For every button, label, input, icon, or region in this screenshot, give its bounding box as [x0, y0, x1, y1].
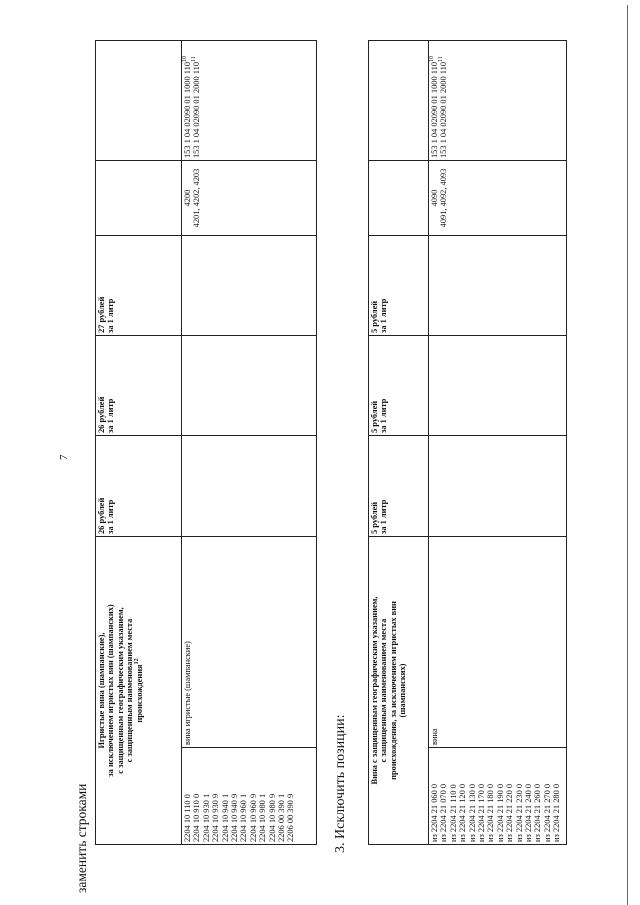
table2-empty-1: [429, 436, 567, 537]
table1-codes-cell: [182, 748, 317, 845]
kbk-code: 153 1 04 02090 01 1000 110: [183, 61, 192, 158]
tnved-code: из 2204 21 170 0: [477, 783, 487, 842]
tnved-code: из 2204 21 180 0: [486, 783, 496, 842]
table1-header-line: происхождения: [134, 664, 144, 723]
table2-empty-3: [429, 236, 567, 336]
tnved-code: 2204 10 980 9: [267, 793, 277, 842]
rate-amount: 5 рублей: [370, 300, 379, 333]
table2-type-code-header: [369, 161, 429, 236]
table1-rate-3: [96, 236, 182, 336]
type-code: 4091, 4092, 4093: [439, 168, 449, 228]
tnved-code: из 2204 21 190 0: [495, 783, 505, 842]
table2-header-line: происхождения, за исключением игристых вин: [388, 601, 398, 780]
table2-rate-3: [369, 236, 429, 336]
tnved-code: из 2204 21 230 0: [514, 783, 524, 842]
tnved-code: из 2204 21 220 0: [505, 783, 515, 842]
table1-data-row: [182, 41, 317, 845]
table1-rate-1: [96, 436, 182, 537]
tnved-code: 2206 00 390 1: [277, 793, 287, 842]
rate-amount: 5 рублей: [370, 400, 379, 433]
rate-amount: 26 рублей: [97, 396, 106, 433]
replace-heading: заменить строками: [74, 783, 89, 893]
rate-amount: 5 рублей: [370, 501, 379, 534]
tnved-code: из 2204 21 240 0: [524, 783, 534, 842]
tnved-code: 2204 10 930 1: [201, 793, 211, 842]
tnved-code: из 2204 21 260 0: [533, 783, 543, 842]
tnved-code: 2204 10 980 1: [258, 793, 268, 842]
table1-rate-2: [96, 336, 182, 436]
kbk-code: 153 1 04 02090 01 2000 110: [439, 61, 449, 158]
tnved-code: из 2204 21 120 0: [458, 783, 468, 842]
table2-header-row: [369, 41, 429, 845]
table1-header-line: с защищенным наименованием места: [125, 618, 135, 763]
rate-unit: за 1 литр: [379, 398, 389, 433]
kbk-footnote: 10: [429, 55, 436, 62]
table1-header-row: [96, 41, 182, 845]
tnved-code: 2204 10 910 0: [192, 793, 202, 842]
tnved-code: 2204 10 960 1: [239, 793, 249, 842]
tnved-code: 2204 10 110 0: [183, 794, 192, 842]
table1-empty-1: [182, 436, 317, 537]
tnved-code: из 2204 21 060 0: [430, 783, 439, 842]
exclude-heading: 3. Исключить позиции:: [333, 714, 348, 853]
rate-amount: 27 рублей: [97, 296, 106, 333]
table1-header-line: Игристые вина (шампанские),: [97, 632, 106, 749]
tnved-code: из 2204 21 110 0: [448, 784, 458, 842]
footer-rule: [627, 5, 628, 905]
type-code: 4090: [430, 189, 439, 207]
tnved-code: 2206 00 390 9: [286, 793, 296, 842]
tnved-code: 2204 10 940 9: [230, 793, 240, 842]
table2-header-goods: [369, 537, 429, 845]
tnved-code: из 2204 21 070 0: [439, 783, 449, 842]
table1-header-goods: [96, 537, 182, 845]
type-code: 4201, 4202, 4203: [192, 168, 202, 228]
table1-empty-3: [182, 236, 317, 336]
table2-type-codes: [429, 161, 567, 236]
kbk-footnote: 11: [438, 56, 445, 62]
table2-kbk: [429, 41, 567, 161]
tnved-code: из 2204 21 130 0: [467, 783, 477, 842]
table2-header-line: (шампанских): [398, 663, 408, 718]
tnved-code: из 2204 21 270 0: [542, 783, 552, 842]
kbk-code: 153 1 04 02090 01 1000 110: [430, 61, 439, 158]
table2-rate-1: [369, 436, 429, 537]
tnved-code: 2204 10 930 9: [211, 793, 221, 842]
kbk-code: 153 1 04 02090 01 2000 110: [192, 61, 202, 158]
page-number: 7: [58, 454, 70, 460]
table1-type-code-header: [96, 161, 182, 236]
rate-unit: за 1 литр: [379, 499, 389, 534]
table1-description: вина игристые (шампанские): [182, 537, 317, 748]
rate-amount: 26 рублей: [97, 497, 106, 534]
table2-codes-cell: [429, 748, 567, 845]
table1-empty-2: [182, 336, 317, 436]
tnved-code: 2204 10 960 9: [248, 793, 258, 842]
table2-empty-2: [429, 336, 567, 436]
table1-header-footnote: 12: [133, 658, 140, 665]
table1-header-line: за исключением игристых вин (шампанских): [106, 604, 116, 777]
table2-rate-2: [369, 336, 429, 436]
table2-header-line: с защищенным наименованием места: [379, 618, 389, 763]
table2-description: вина: [429, 537, 567, 748]
table1-kbk: [182, 41, 317, 161]
table2-header-line: Вина с защищенным географическим указанием,: [370, 596, 379, 785]
tnved-code: 2204 10 940 1: [220, 793, 230, 842]
replacement-table: [95, 40, 317, 845]
table2-kbk-header: [369, 41, 429, 161]
kbk-footnote: 10: [182, 55, 189, 62]
excluded-positions-table: [368, 40, 567, 845]
rate-unit: за 1 литр: [106, 298, 116, 333]
table1-header-line: с защищенным географическим указанием,: [115, 607, 125, 774]
rate-unit: за 1 литр: [379, 298, 389, 333]
table1-kbk-header: [96, 41, 182, 161]
type-code: 4200: [183, 189, 192, 207]
rate-unit: за 1 литр: [106, 398, 116, 433]
table2-data-row: [429, 41, 567, 845]
kbk-footnote: 11: [191, 56, 198, 62]
rate-unit: за 1 литр: [106, 499, 116, 534]
table1-type-codes: [182, 161, 317, 236]
tnved-code: из 2204 21 280 0: [552, 783, 562, 842]
